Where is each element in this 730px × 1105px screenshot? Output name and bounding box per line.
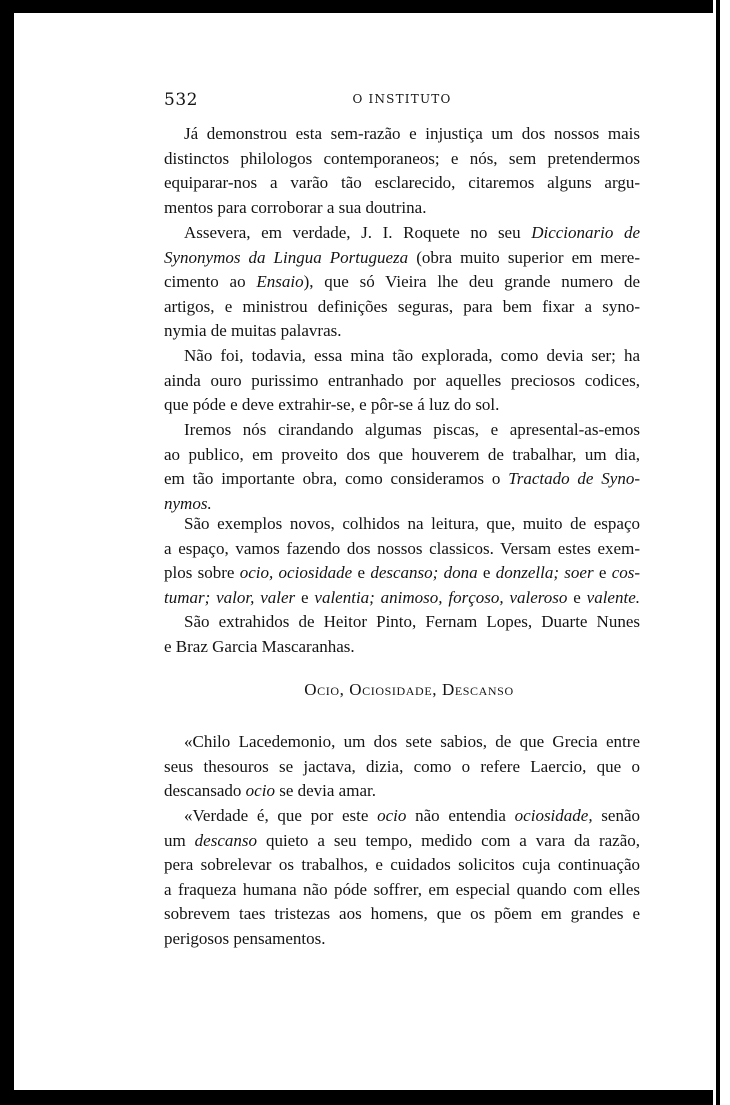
text-line: distinctos philologos contemporaneos; e nós, sem pretendermos <box>164 148 640 168</box>
text-line: um descanso quieto a seu tempo, medido com a vara da razão, <box>164 830 640 850</box>
text-line: que póde e deve extrahir-se, e pôr-se á luz do sol. <box>164 395 500 415</box>
paragraph-3 <box>164 344 640 418</box>
text-line: nymos. <box>164 493 212 513</box>
text-line: Assevera, em verdade, J. I. Roquete no seu Diccionario de <box>184 223 640 242</box>
text-line: São exemplos novos, colhidos na leitura, que, muito de espaço <box>184 514 640 533</box>
scan-border-right <box>713 0 730 1105</box>
text-line: equiparar-nos a varão tão esclarecido, citaremos alguns argu- <box>164 173 640 193</box>
text-line: a espaço, vamos fazendo dos nossos classicos. Versam estes exem- <box>164 538 640 558</box>
text-line: pera sobrelevar os trabalhos, e cuidados solicitos cuja continuação <box>164 855 640 875</box>
text-line: sobrevem taes tristezas aos homens, que os põem em grandes e <box>164 904 640 924</box>
text-line: «Verdade é, que por este ocio não entendia ociosidade, senão <box>184 806 640 825</box>
text-line: seus thesouros se jactava, dizia, como o refere Laercio, que o <box>164 756 640 776</box>
paragraph-4 <box>164 418 640 516</box>
scan-border-top <box>0 0 730 13</box>
scan-border-left <box>0 0 14 1105</box>
text-line: São extrahidos de Heitor Pinto, Fernam Lopes, Duarte Nunes <box>184 612 640 631</box>
scan-border-bottom <box>0 1090 730 1105</box>
text-line: mentos para corroborar a sua doutrina. <box>164 197 427 217</box>
quote-paragraph-2 <box>164 804 640 952</box>
text-line: Synonymos da Lingua Portugueza (obra muito superior em mere- <box>164 247 641 267</box>
page-number: 532 <box>164 90 198 110</box>
text-line: cimento ao Ensaio), que só Vieira lhe deu grande numero de <box>164 272 640 292</box>
text-line: Não foi, todavia, essa mina tão explorada, como devia ser; ha <box>184 346 640 365</box>
text-line: a fraqueza humana não póde soffrer, em especial quando com elles <box>164 879 640 899</box>
text-line: ainda ouro purissimo entranhado por aquelles preciosos codices, <box>164 370 640 390</box>
paragraph-5 <box>164 512 640 610</box>
text-line: nymia de muitas palavras. <box>164 321 342 341</box>
paragraph-1 <box>164 122 640 220</box>
text-line: artigos, e ministrou definições seguras, para bem fixar a syno- <box>164 296 640 316</box>
text-line: perigosos pensamentos. <box>164 928 326 948</box>
text-line: Iremos nós cirandando algumas piscas, e apresental-as-emos <box>184 420 640 439</box>
text-line: e Braz Garcia Mascaranhas. <box>164 636 355 656</box>
text-line: tumar; valor, valer e valentia; animoso, forçoso, valeroso e valente. <box>164 587 640 607</box>
section-heading: Ocio, Ociosidade, Descanso <box>304 680 514 699</box>
text-line: descansado ocio se devia amar. <box>164 781 376 801</box>
running-title: O INSTITUTO <box>352 92 452 106</box>
text-line: ao publico, em proveito dos que houverem de trabalhar, um dia, <box>164 444 640 464</box>
text-line: plos sobre ocio, ociosidade e descanso; dona e donzella; soer e cos- <box>164 563 641 583</box>
quote-paragraph-1 <box>164 730 640 804</box>
text-line: Já demonstrou esta sem-razão e injustiça um dos nossos mais <box>184 124 640 143</box>
paragraph-6 <box>164 610 640 659</box>
text-line: «Chilo Lacedemonio, um dos sete sabios, de que Grecia entre <box>184 732 640 751</box>
paragraph-2 <box>164 221 640 344</box>
text-line: em tão importante obra, como consideramos o Tractado de Syno- <box>164 469 640 489</box>
